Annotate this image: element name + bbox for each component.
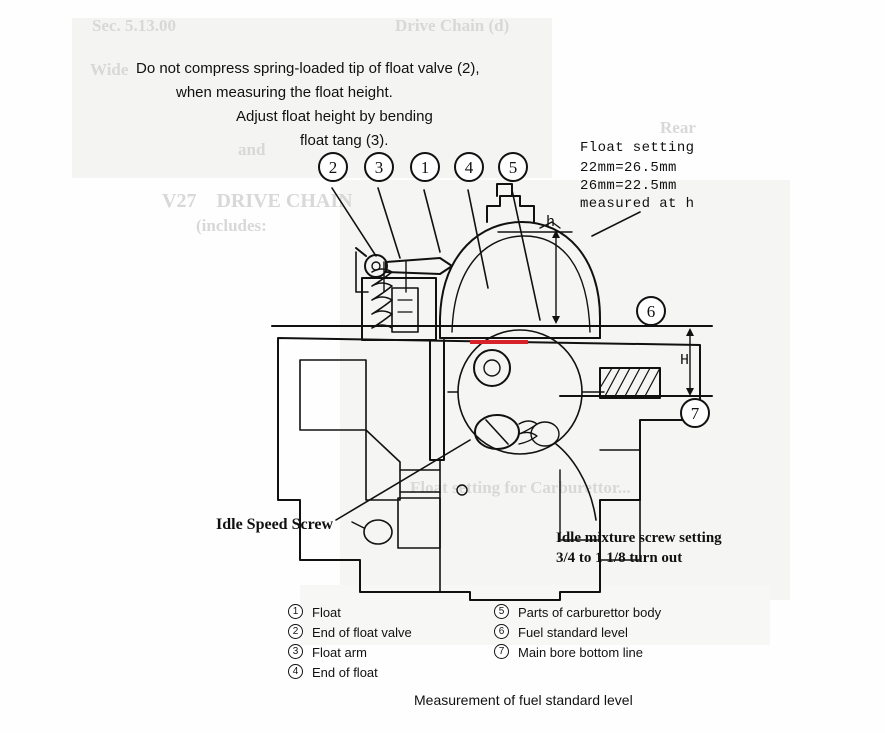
legend-label-5: Parts of carburettor body [518,605,662,620]
figure-caption: Measurement of fuel standard level [414,692,633,708]
legend-label-6: Fuel standard level [518,625,628,640]
legend-bullet-1: 1 [288,604,303,619]
instruction-line-4: float tang (3). [300,132,389,149]
idle-mixture-label-line-2: 3/4 to 1 1/8 turn out [556,550,683,566]
callout-5: 5 [498,152,528,182]
float-setting-line-1: 22mm=26.5mm [580,160,677,176]
legend-label-7: Main bore bottom line [518,645,644,660]
callout-7: 7 [680,398,710,428]
legend-bullet-4: 4 [288,664,303,679]
legend-label-3: Float arm [312,645,367,660]
legend-bullet-3: 3 [288,644,303,659]
float-setting-line-2: 26mm=22.5mm [580,178,677,194]
instruction-line-1: Do not compress spring-loaded tip of float valve (2), [136,60,480,77]
legend-bullet-2: 2 [288,624,303,639]
ghost-text-8: Float setting for Carburettor... [410,478,631,497]
ghost-text-4: Rear [660,118,696,137]
callout-2: 2 [318,152,348,182]
idle-mixture-label-line-1: Idle mixture screw setting [556,530,722,546]
ghost-text-3: Wide [90,60,129,79]
float-setting-line-3: measured at h [580,196,695,212]
legend-label-1: Float [312,605,341,620]
dimension-h-large: H [680,352,690,369]
ghost-text-5: and [238,140,266,159]
callout-3: 3 [364,152,394,182]
callout-4: 4 [454,152,484,182]
callout-1: 1 [410,152,440,182]
float-setting-title: Float setting [580,140,695,156]
ghost-text-6: V27 DRIVE CHAIN [162,190,353,212]
legend-label-4: End of float [312,665,378,680]
instruction-line-2: when measuring the float height. [176,84,393,101]
legend-label-2: End of float valve [312,625,412,640]
instruction-line-3: Adjust float height by bending [236,108,433,125]
callout-6: 6 [636,296,666,326]
legend-bullet-6: 6 [494,624,509,639]
dimension-h-small: h [546,214,556,231]
legend-bullet-7: 7 [494,644,509,659]
legend-bullet-5: 5 [494,604,509,619]
ghost-text-1: Sec. 5.13.00 [92,16,177,35]
ghost-text-2: Drive Chain (d) [395,16,510,35]
idle-speed-screw-label: Idle Speed Screw [216,516,334,533]
ghost-text-7: (includes: [196,216,267,235]
